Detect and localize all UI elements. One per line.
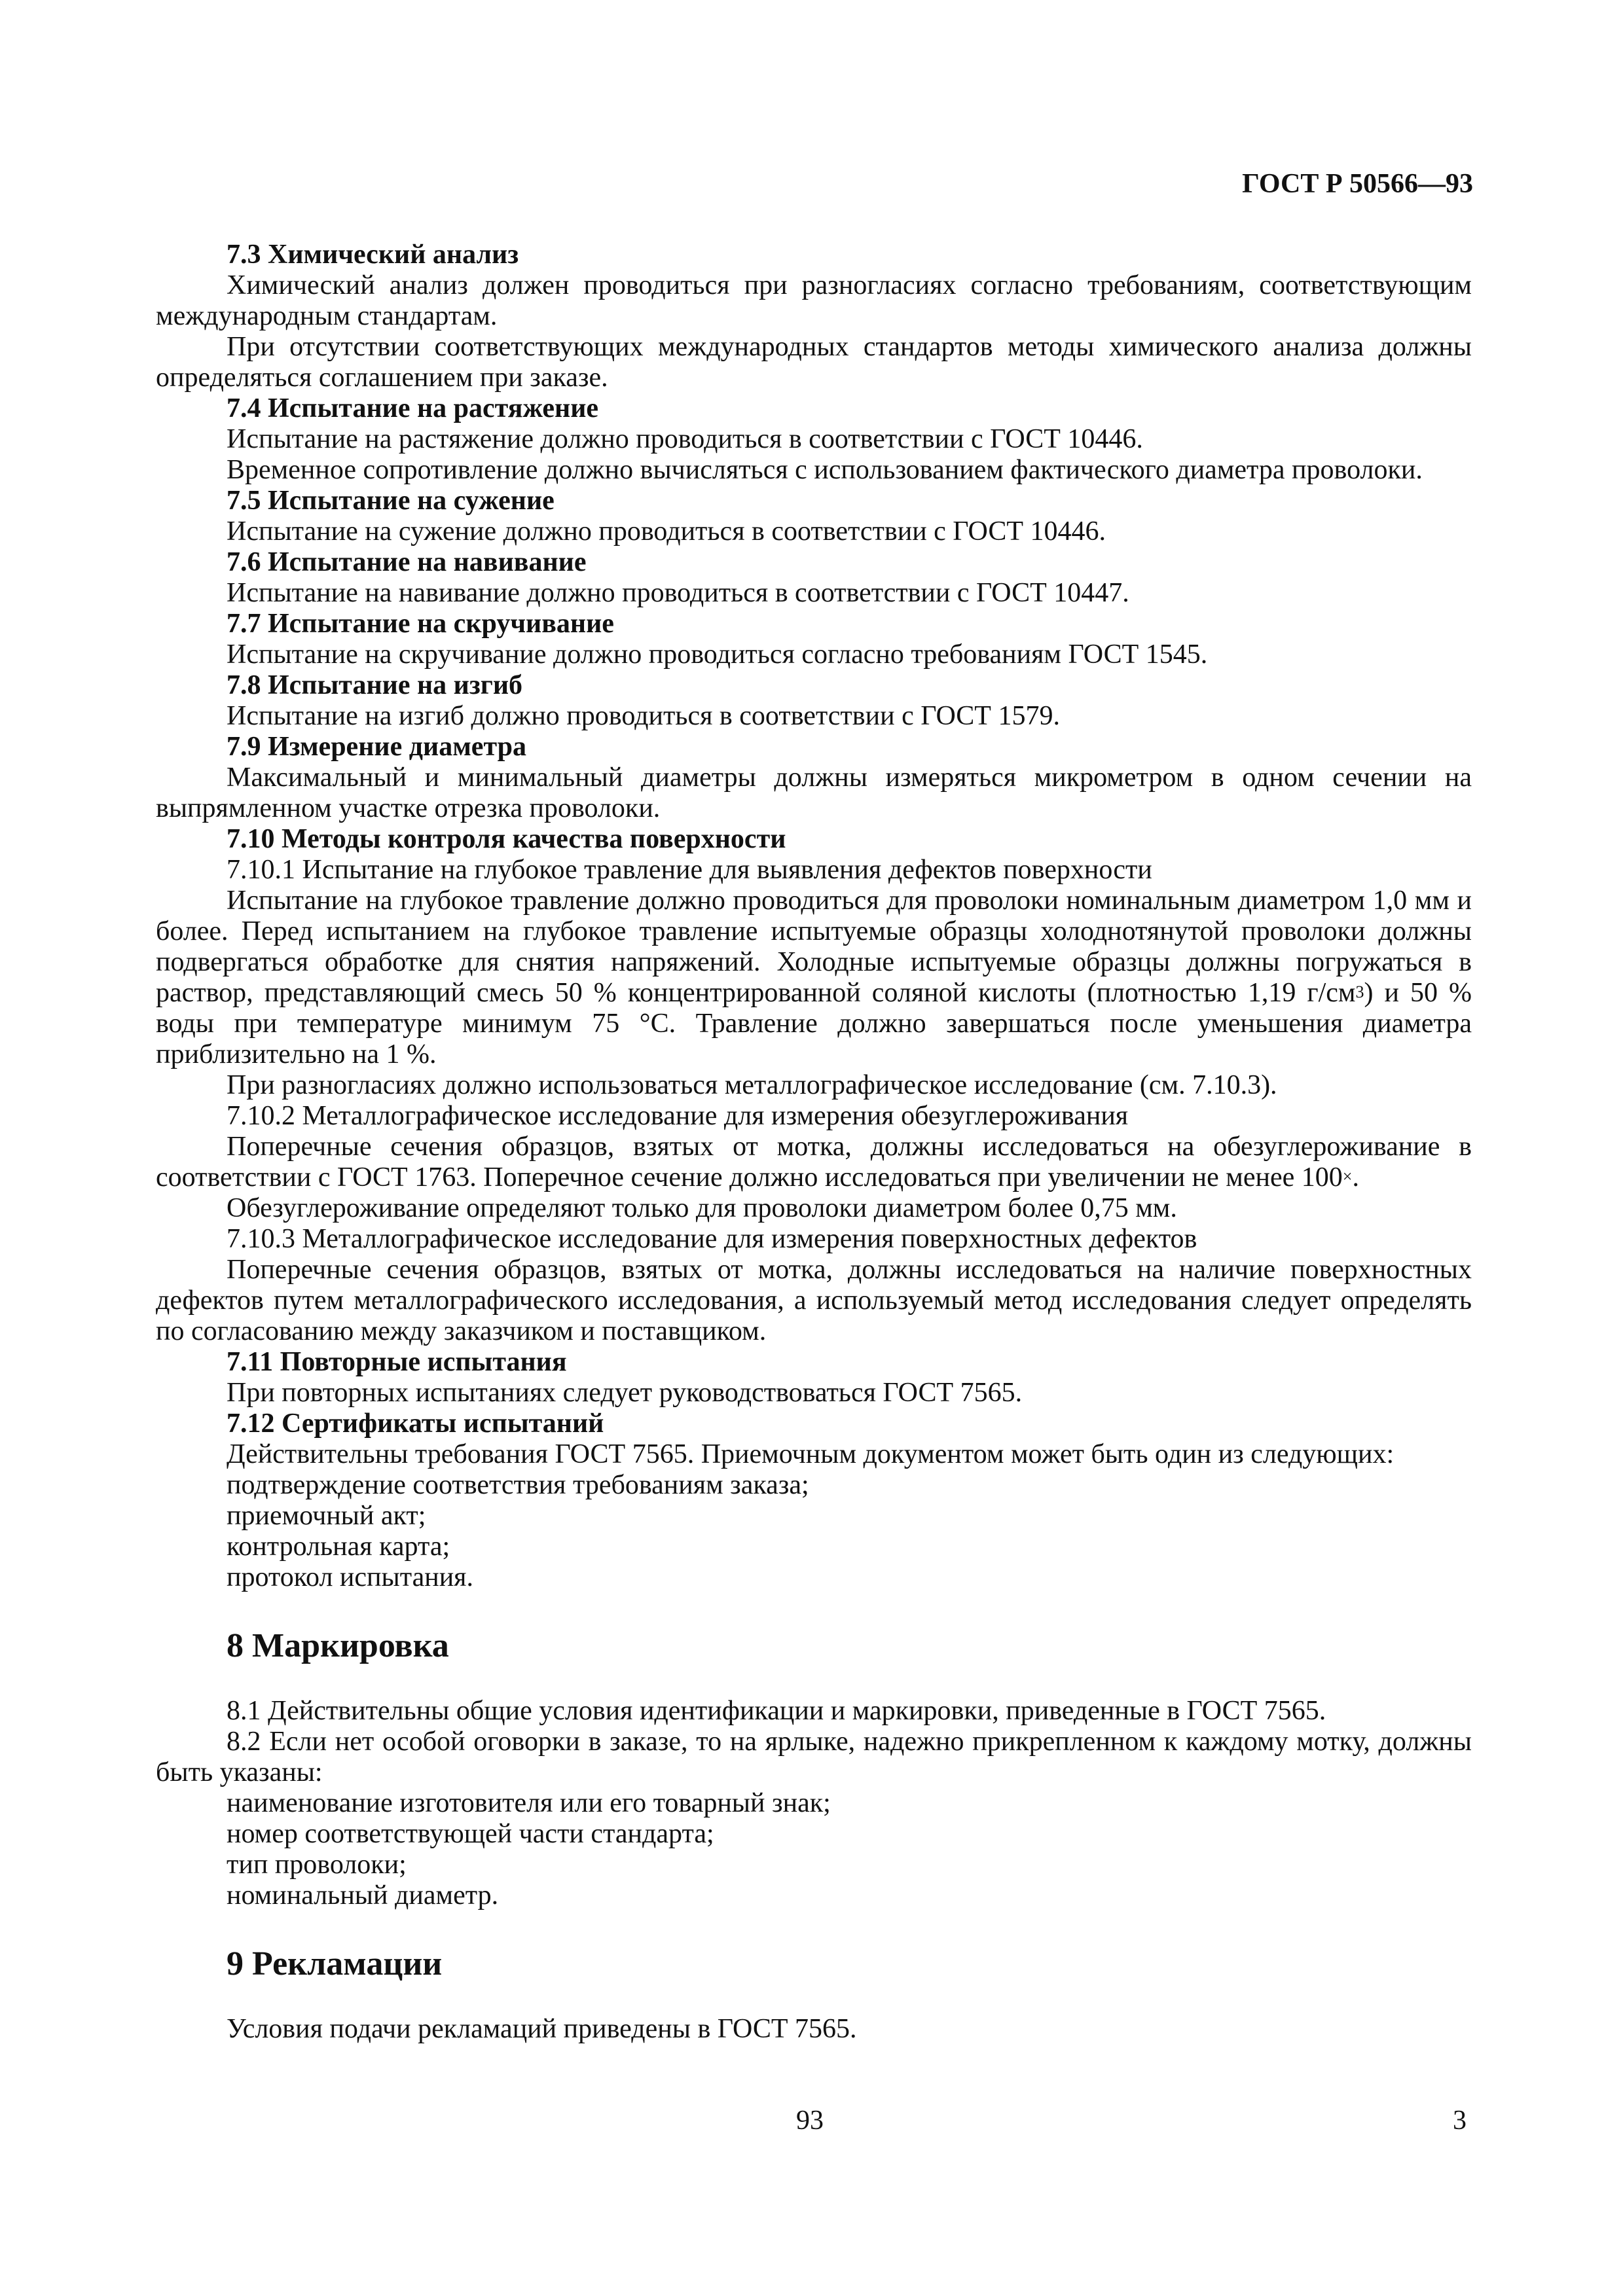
section-7-10-2-title: 7.10.2 Металлографическое исследование для измерения обезуглероживания xyxy=(227,1101,1129,1131)
section-9-heading: 9 Рекламации xyxy=(227,1945,443,1982)
section-7-3-paragraph-2: При отсутствии соответствующих международных стандартов методы химического анализа должны определяться соглашением при заказе. xyxy=(156,332,1472,393)
list-item: номинальный диаметр. xyxy=(227,1880,499,1910)
section-7-9-paragraph-1: Максимальный и минимальный диаметры должны измеряться микрометром в одном сечении на выпрямленном участке отрезка проволоки. xyxy=(156,762,1472,823)
section-7-4-paragraph-2: Временное сопротивление должно вычисляться с использованием фактического диаметра проволоки. xyxy=(227,455,1423,485)
section-7-10-1-title: 7.10.1 Испытание на глубокое травление для выявления дефектов поверхности xyxy=(227,855,1152,885)
section-7-12-paragraph-1: Действительны требования ГОСТ 7565. Приемочным документом может быть один из следующих: xyxy=(227,1439,1395,1469)
etching-text-part-1: Испытание на глубокое травление должно проводиться для проволоки номинальным диаметром 1,0 мм и более. Перед испытанием на глубокое травление испытуемые образцы холоднотянутой проволоки должны подвергаться обработке для снятия напряжений. Холодные испытуемые образцы должны погружаться в раствор, представляющий смесь 50 % концентрированной соляной кислоты (плотностью 1,19 г/см xyxy=(156,886,1472,1008)
section-7-3-paragraph-1: Химический анализ должен проводиться при разногласиях согласно требованиям, соответствующим международным стандартам. xyxy=(156,270,1472,331)
list-item: подтверждение соответствия требованиям заказа; xyxy=(227,1470,809,1500)
section-7-7-paragraph-1: Испытание на скручивание должно проводиться согласно требованиям ГОСТ 1545. xyxy=(227,639,1208,670)
decarb-text-part-1: Поперечные сечения образцов, взятых от мотка, должны исследоваться на обезуглероживание в соответствии с ГОСТ 1763. Поперечное сечение должно исследоваться при увеличении не менее 100 xyxy=(156,1132,1472,1193)
section-8-1-paragraph: 8.1 Действительны общие условия идентификации и маркировки, приведенные в ГОСТ 7565. xyxy=(227,1696,1326,1726)
section-7-11-paragraph-1: При повторных испытаниях следует руководствоваться ГОСТ 7565. xyxy=(227,1378,1023,1408)
section-7-12-title: 7.12 Сертификаты испытаний xyxy=(227,1408,604,1439)
section-7-10-title: 7.10 Методы контроля качества поверхности xyxy=(227,824,786,854)
section-7-10-1-paragraph-2: При разногласиях должно использоваться металлографическое исследование (см. 7.10.3). xyxy=(227,1070,1277,1100)
list-item: номер соответствующей части стандарта; xyxy=(227,1819,714,1849)
standard-header: ГОСТ Р 50566—93 xyxy=(1242,169,1473,199)
magnification-superscript: × xyxy=(1342,1167,1353,1186)
list-item: контрольная карта; xyxy=(227,1532,450,1562)
list-item: наименование изготовителя или его товарный знак; xyxy=(227,1788,831,1818)
cubic-superscript: 3 xyxy=(1355,982,1364,1001)
section-7-9-title: 7.9 Измерение диаметра xyxy=(227,732,526,762)
section-7-6-paragraph-1: Испытание на навивание должно проводиться в соответствии с ГОСТ 10447. xyxy=(227,578,1129,608)
section-7-10-3-paragraph-1: Поперечные сечения образцов, взятых от мотка, должны исследоваться на наличие поверхностных дефектов путем металлографического исследования, а используемый метод исследования следует определять по согласованию между заказчиком и поставщиком. xyxy=(156,1255,1472,1346)
section-7-6-title: 7.6 Испытание на навивание xyxy=(227,547,587,577)
section-9-paragraph-1: Условия подачи рекламаций приведены в ГОСТ 7565. xyxy=(227,2014,857,2044)
section-7-5-paragraph-1: Испытание на сужение должно проводиться в соответствии с ГОСТ 10446. xyxy=(227,516,1106,547)
section-8-heading: 8 Маркировка xyxy=(227,1627,449,1664)
list-item: протокол испытания. xyxy=(227,1562,473,1592)
section-7-3-title: 7.3 Химический анализ xyxy=(227,240,519,270)
section-7-10-1-paragraph-1 xyxy=(156,886,1472,1070)
document-body xyxy=(156,240,1472,2045)
page-number: 3 xyxy=(1453,2106,1467,2136)
section-7-10-2-paragraph-1 xyxy=(156,1132,1472,1193)
section-7-4-paragraph-1: Испытание на растяжение должно проводиться в соответствии с ГОСТ 10446. xyxy=(227,424,1143,454)
section-7-11-title: 7.11 Повторные испытания xyxy=(227,1347,567,1377)
section-7-10-2-paragraph-2: Обезуглероживание определяют только для проволоки диаметром более 0,75 мм. xyxy=(227,1193,1177,1223)
section-7-5-title: 7.5 Испытание на сужение xyxy=(227,486,555,516)
section-8-2-paragraph: 8.2 Если нет особой оговорки в заказе, то на ярлыке, надежно прикрепленном к каждому мотку, должны быть указаны: xyxy=(156,1727,1472,1787)
section-7-8-title: 7.8 Испытание на изгиб xyxy=(227,670,523,700)
issue-number: 93 xyxy=(796,2106,824,2136)
list-item: тип проволоки; xyxy=(227,1850,407,1880)
section-7-4-title: 7.4 Испытание на растяжение xyxy=(227,393,599,423)
section-7-10-3-title: 7.10.3 Металлографическое исследование для измерения поверхностных дефектов xyxy=(227,1224,1197,1254)
section-7-7-title: 7.7 Испытание на скручивание xyxy=(227,609,614,639)
section-7-8-paragraph-1: Испытание на изгиб должно проводиться в соответствии с ГОСТ 1579. xyxy=(227,701,1060,731)
list-item: приемочный акт; xyxy=(227,1501,426,1531)
decarb-text-part-2: . xyxy=(1352,1162,1359,1193)
etching-text-part-2: ) и 50 % воды при температуре минимум 75 °С. Травление должно завершаться после уменьшения диаметра приблизительно на 1 %. xyxy=(156,978,1472,1069)
